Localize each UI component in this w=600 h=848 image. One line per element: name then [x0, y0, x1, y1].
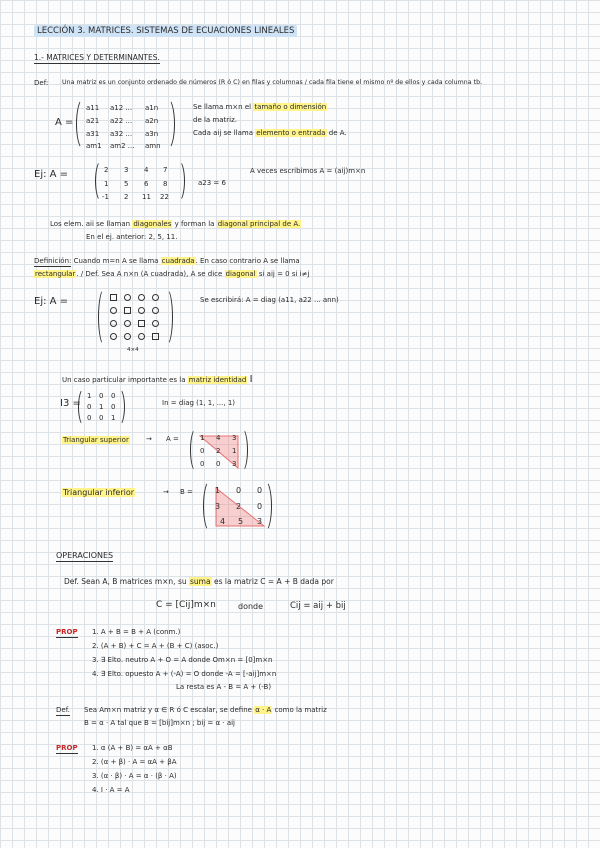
prop2-item: 4. I · A = A [92, 786, 130, 794]
tri-inf-arrow: → [163, 488, 169, 496]
prop-item: 4. ∃ Elto. opuesto A + (-A) = O donde -A = [-aij]m×n [92, 670, 277, 678]
tri-inf-label: Triangular inferior [63, 488, 135, 497]
tri-sup-name: A = [166, 435, 179, 443]
size-note: Se llama m×n el tamaño o dimensión [193, 103, 327, 111]
tri-sup-arrow: → [146, 435, 152, 443]
section-heading: 1.- MATRICES Y DETERMINANTES. [34, 53, 160, 62]
matrix-right-paren [160, 98, 175, 150]
element-note: Cada aij se llama elemento o entrada de A. [193, 129, 347, 137]
identity-name: I3 = [60, 398, 81, 409]
scalar-def: Sea Am×n matriz y α ∈ R ó C escalar, se define α · A como la matriz [84, 706, 327, 714]
scalar-formula: B = α · A tal que B = [bij]m×n ; bij = α · aij [84, 719, 235, 727]
prop2-item: 3. (α · β) · A = α · (β · A) [92, 772, 177, 780]
size-note-2: de la matriz. [193, 116, 238, 124]
notation-note: A veces escribimos A = (aij)m×n [250, 167, 366, 175]
square-def-line2: rectangular. / Def. Sea A n×n (A cuadrada), A se dice diagonal si aij = 0 si i≠j [35, 270, 310, 278]
prop-label: PROP [56, 628, 78, 636]
sum-formula-c: C = [Cij]m×n [156, 600, 216, 610]
matrix-size-label: 4×4 [127, 347, 139, 353]
diagonal-def: Los elem. aii se llaman diagonales y forman la diagonal principal de A. [50, 220, 301, 228]
sum-def: Def. Sean A, B matrices m×n, su suma es la matriz C = A + B dada por [64, 577, 334, 586]
prop2-item: 2. (α + β) · A = αA + βA [92, 758, 177, 766]
prop2-item: 1. α (A + B) = αA + αB [92, 744, 173, 752]
def3-label: Def. [56, 706, 70, 714]
diagonal-example: En el ej. anterior: 2, 5, 11. [86, 233, 178, 241]
sum-formula-donde: donde [238, 602, 264, 611]
square-def-line1: Definición: Cuando m=n A se llama cuadrada. En caso contrario A se llama [34, 257, 300, 265]
sum-formula-cij: Cij = aij + bij [290, 601, 346, 611]
operations-heading: OPERACIONES [56, 551, 114, 560]
def-label: Def: [34, 79, 49, 87]
prop-item: 2. (A + B) + C = A + (B + C) (asoc.) [92, 642, 219, 650]
diag-right-paren [160, 288, 173, 346]
def-text: Una matriz es un conjunto ordenado de números (R ó C) en filas y columnas / cada fila tiene el mismo nº de ellos y cada columna tb. [62, 79, 483, 86]
ej-right-paren [172, 160, 185, 202]
identity-diag: In = diag (1, 1, ..., 1) [162, 399, 236, 407]
example2-label: Ej: A = [34, 296, 69, 307]
prop2-label: PROP [56, 744, 78, 752]
prop-item: 3. ∃ Elto. neutro A + O = A donde Om×n = [0]m×n [92, 656, 273, 664]
a23-value: a23 = 6 [198, 179, 226, 187]
matrix-a-name: A = [55, 117, 74, 128]
identity-intro: Un caso particular importante es la matriz identidad I [62, 374, 253, 385]
diag-notation: Se escribirá: A = diag (a11, a22 ... ann) [200, 296, 339, 304]
tri-sup-label: Triangular superior [63, 436, 129, 444]
prop-item: La resta es A - B = A + (-B) [176, 683, 272, 691]
example-label: Ej: A = [34, 169, 69, 180]
prop-item: 1. A + B = B + A (conm.) [92, 628, 181, 636]
tri-inf-name: B = [180, 488, 193, 496]
page-title: LECCIÓN 3. MATRICES. SISTEMAS DE ECUACIONES LINEALES [34, 27, 297, 36]
